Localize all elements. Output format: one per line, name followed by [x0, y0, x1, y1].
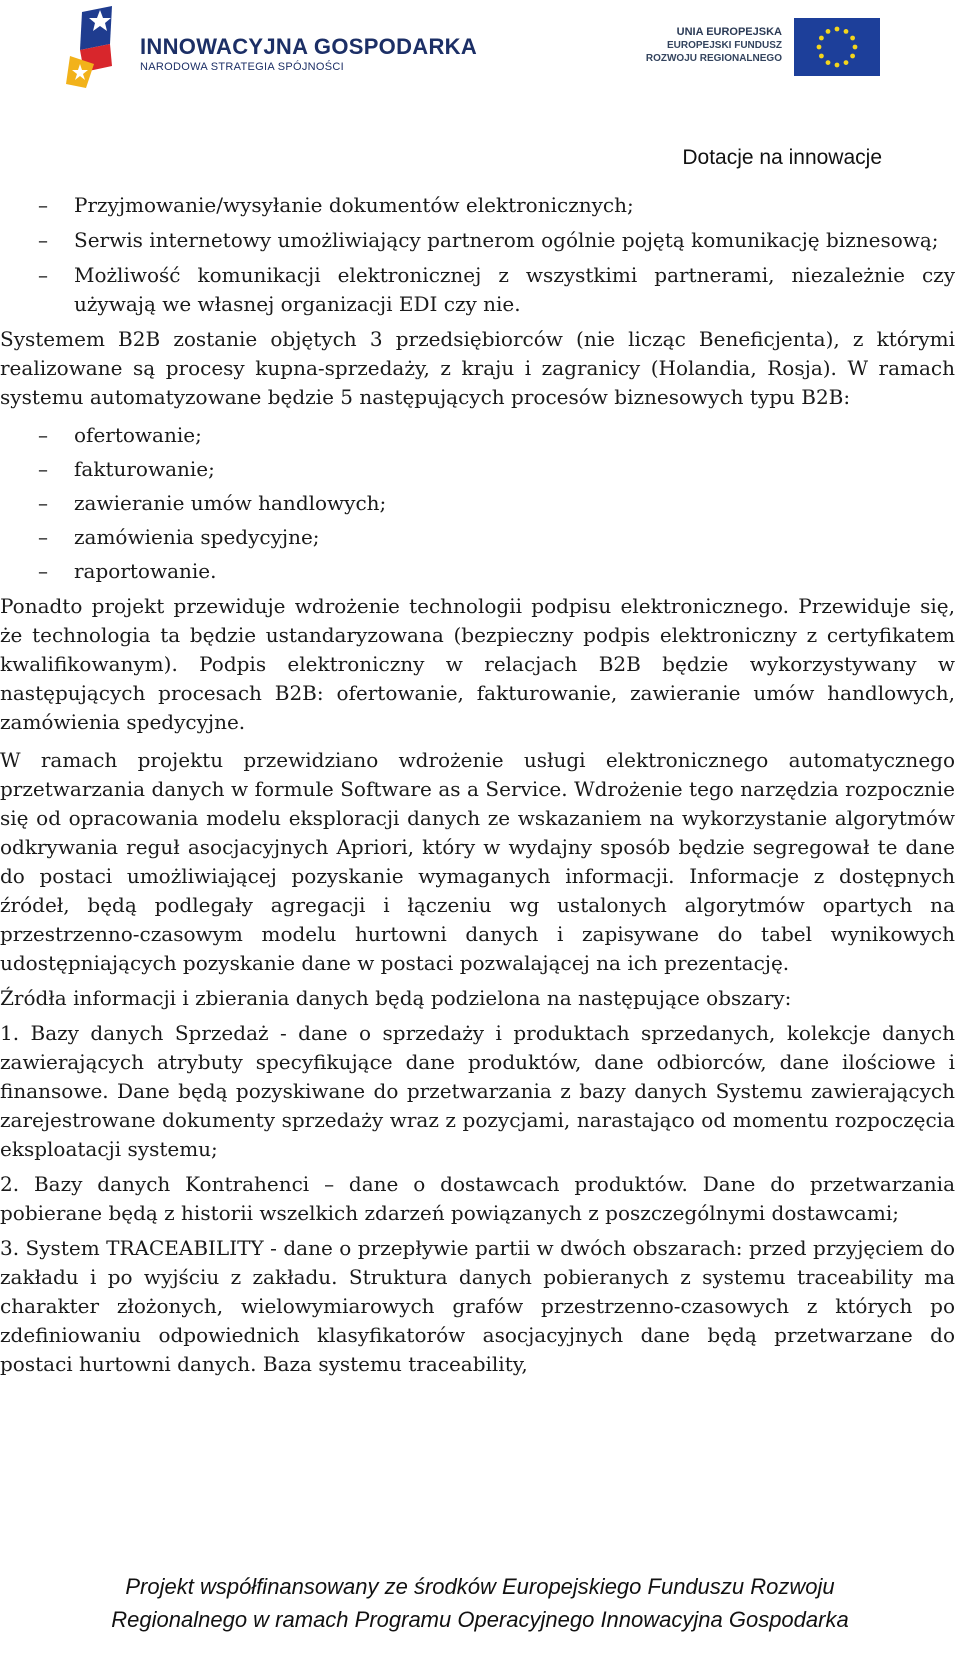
list-item — [0, 226, 955, 255]
feature-list — [0, 191, 955, 319]
paragraph-source-sales: 1. Bazy danych Sprzedaż - dane o sprzedaży i produktach sprzedanych, kolekcje danych zawierających atrybuty specyfikujące dane produktów, dane odbiorców, dane ilościowe i finansowe. Dane będą pozyskiwane do przetwarzania z bazy danych Systemu zawierających zarejestrowane dokumenty sprzedaży wraz z pozycjami, narastająco od momentu rozpoczęcia eksploatacji systemu; — [0, 1021, 955, 1161]
process-list — [0, 421, 955, 586]
innowacyjna-gospodarka-logo — [60, 4, 480, 94]
page-header — [0, 0, 960, 110]
star-flag-icon — [60, 4, 132, 90]
eu-logo-text — [646, 26, 782, 65]
dash-bullet: – — [38, 559, 48, 583]
dash-bullet: – — [38, 491, 48, 515]
eu-line3: ROZWOJU REGIONALNEGO — [645, 53, 782, 64]
logo-subtitle: NARODOWA STRATEGIA SPÓJNOŚCI — [140, 61, 344, 73]
list-item-text: Przyjmowanie/wysyłanie dokumentów elektronicznych; — [74, 193, 634, 217]
list-item-text: zawieranie umów handlowych; — [74, 491, 387, 515]
list-item — [0, 261, 955, 319]
list-item — [0, 191, 955, 220]
list-item — [0, 489, 955, 518]
paragraph-source-traceability: 3. System TRACEABILITY - dane o przepływie partii w dwóch obszarach: przed przyjęciem do zakładu i po wyjściu z zakładu. Struktura danych pobieranych z systemu traceability ma charakter złożonych, wielowymiarowych grafów przestrzenno-czasowych z których po zdefiniowaniu odpowiednich klasyfikatorów asocjacyjnych dane będą przetwarzane do postaci hurtowni danych. Baza systemu traceability, — [0, 1236, 955, 1376]
paragraph-source-contractors: 2. Bazy danych Kontrahenci – dane o dostawcach produktów. Dane do przetwarzania pobierane będą z historii wszelkich zdarzeń powiązanych z poszczególnymi dostawcami; — [0, 1172, 955, 1225]
dash-bullet: – — [38, 423, 48, 447]
list-item-text: Serwis internetowy umożliwiający partnerom ogólnie pojętą komunikację biznesową; — [74, 228, 939, 252]
dash-bullet: – — [38, 228, 48, 252]
eu-line2: EUROPEJSKI FUNDUSZ — [666, 40, 782, 51]
document-body — [0, 191, 955, 1385]
paragraph-b2b-scope: Systemem B2B zostanie objętych 3 przedsiębiorców (nie licząc Beneficjenta), z którymi realizowane są procesy kupna-sprzedaży, z kraju i zagranicy (Holandia, Rosja). W ramach systemu automatyzowane będzie 5 następujących procesów biznesowych typu B2B: — [0, 327, 955, 409]
dash-bullet: – — [38, 457, 48, 481]
paragraph-saas: W ramach projektu przewidziano wdrożenie usługi elektronicznego automatycznego przetwarzania danych w formule Software as a Service. Wdrożenie tego narzędzia rozpocznie się od opracowania modelu eksploracji danych ze wskazaniem na wykorzystanie algorytmów odkrywania reguł asocjacyjnych Apriori, który w wydajny sposób będzie segregował te dane do postaci umożliwiającej pozyskanie wymaganych informacji. Informacje z dostępnych źródeł, będą podlegały agregacji i łączeniu wg ustalonych algorytmów opartych na przestrzenno-czasowym modelu hurtowni danych i zapisywane do tabel wynikowych udostępniających pozyskanie dane w postaci pozwalającej na ich prezentację. — [0, 748, 955, 975]
list-item — [0, 557, 955, 586]
paragraph-e-signature: Ponadto projekt przewiduje wdrożenie technologii podpisu elektronicznego. Przewiduje się, że technologia ta będzie ustandaryzowana (bezpieczny podpis elektroniczny z certyfikatem kwalifikowanym). Podpis elektroniczny w relacjach B2B będzie wykorzystywany w następujących procesach B2B: ofertowanie, fakturowanie, zawieranie umów handlowych, zamówienia spedycyjne. — [0, 594, 955, 734]
list-item — [0, 421, 955, 450]
footer-line1: Projekt współfinansowany ze środków Europejskiego Funduszu Rozwoju — [125, 1574, 835, 1599]
list-item-text: raportowanie. — [74, 559, 217, 583]
list-item-text: zamówienia spedycyjne; — [74, 525, 320, 549]
eu-logo — [620, 18, 880, 78]
list-item — [0, 523, 955, 552]
list-item-text: fakturowanie; — [74, 457, 215, 481]
paragraph-sources-intro: Źródła informacji i zbierania danych będą podzielona na następujące obszary: — [0, 986, 792, 1010]
header-note: Dotacje na innowacje — [682, 146, 882, 169]
eu-flag-icon — [794, 18, 880, 76]
page-footer — [0, 1570, 960, 1636]
dash-bullet: – — [38, 193, 48, 217]
eu-line1: UNIA EUROPEJSKA — [676, 26, 782, 38]
list-item-text: ofertowanie; — [74, 423, 202, 447]
logo-title: INNOWACYJNA GOSPODARKA — [140, 34, 478, 59]
dash-bullet: – — [38, 525, 48, 549]
list-item — [0, 455, 955, 484]
dash-bullet: – — [38, 263, 48, 287]
list-item-text: Możliwość komunikacji elektronicznej z wszystkimi partnerami, niezależnie czy używają we własnej organizacji EDI czy nie. — [74, 263, 955, 316]
footer-line2: Regionalnego w ramach Programu Operacyjnego Innowacyjna Gospodarka — [111, 1607, 849, 1632]
